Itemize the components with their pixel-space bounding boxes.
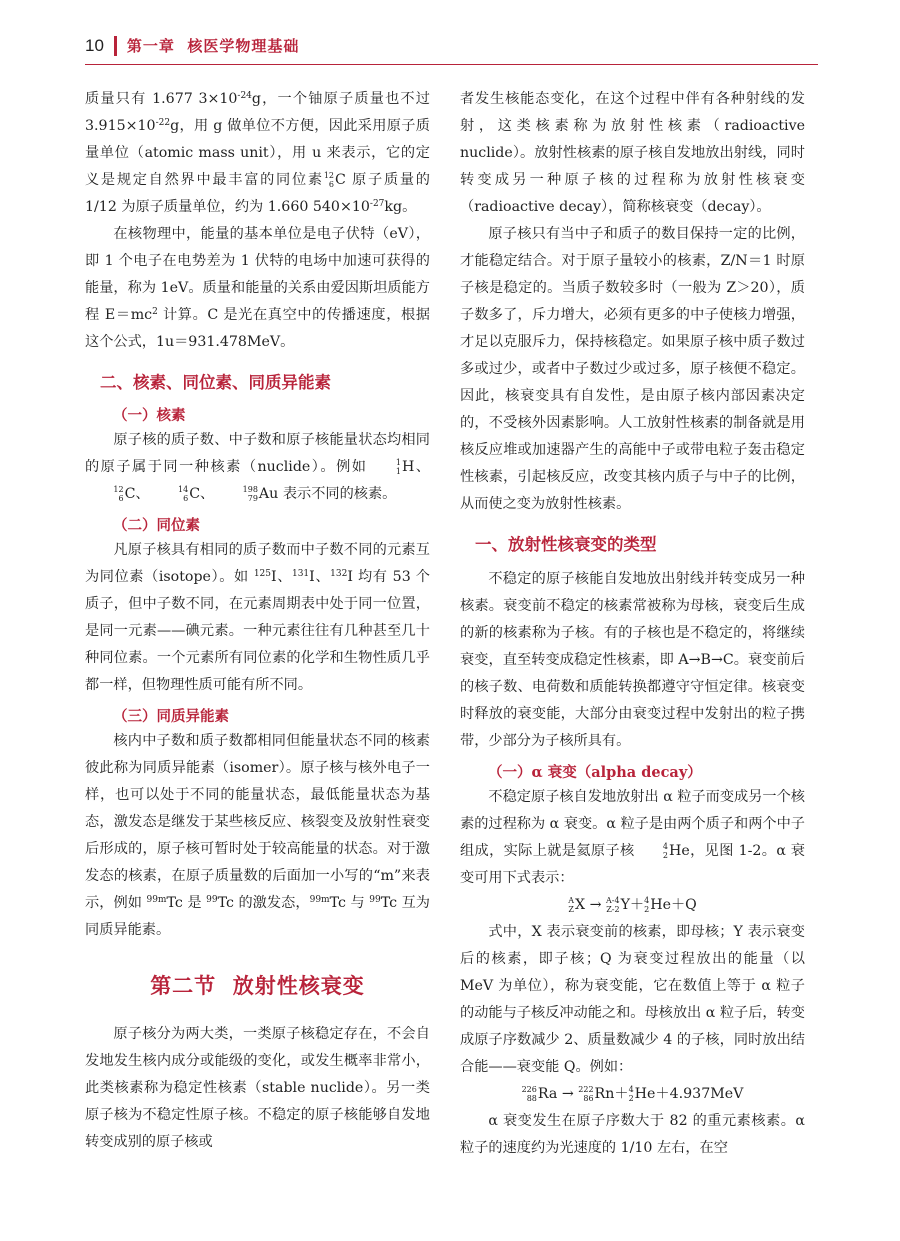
nuclide-notation: 226 88 bbox=[521, 1085, 537, 1103]
nuclide-notation: A Z bbox=[568, 896, 574, 914]
paragraph-stability: 原子核只有当中子和质子的数目保持一定的比例，才能稳定结合。对于原子量较小的核素，Z/N＝1 时原子核是稳定的。当质子数较多时（一般为 Z＞20），质子数多了，斥力增大，必须有更多的中子使核力增强，才足以克服斥力，保持核稳定。如果原子核中质子数过多或过少，或者中子数过少或过多，原子核便不稳定。因此，核衰变具有自发性，是由原子核内部因素决定的，不受核外因素影响。人工放射性核素的制备就是用核反应堆或加速器产生的高能中子或带电粒子轰击稳定性核素，引起核反应，改变其核内质子与中子的比例，从而使之变为放射性核素。 bbox=[460, 226, 805, 512]
nuclide-notation: 222 86 bbox=[578, 1085, 594, 1103]
heading-nuclide: （一）核素 bbox=[113, 407, 186, 424]
paragraph-equation-explanation: 式中，X 表示衰变前的核素，即母核；Y 表示衰变后的核素，即子核；Q 为衰变过程放出的能量（以 MeV 为单位），称为衰变能，它在数值上等于 α 粒子的动能与子核反冲动能之和。母核放出 α 粒子后，转变成原子序数减少 2、质量数减少 4 的子核，同时放出结合能——衰变能 Q。例如： bbox=[460, 924, 805, 1075]
heading-isotope: （二）同位素 bbox=[113, 517, 200, 534]
heading-decay-types: 一、放射性核衰变的类型 bbox=[475, 535, 657, 554]
paragraph-alpha-decay: 不稳定原子核自发地放射出 α 粒子而变成另一个核素的过程称为 α 衰变。α 粒子是由两个质子和两个中子组成，实际上就是氦原子核 4 2 He，见图 1-2。α 衰变可用下式表示： bbox=[460, 789, 805, 886]
paragraph-electron-volt: 在核物理中，能量的基本单位是电子伏特（eV），即 1 个电子在电势差为 1 伏特的电场中加速可获得的能量，称为 1eV。质量和能量的关系由爱因斯坦质能方程 $E=mc^2$ 计算。C 是光在真空中的传播速度，根据这个公式，1u＝931.478MeV。 bbox=[85, 226, 430, 350]
paragraph-nucleus-types: 原子核分为两大类，一类原子核稳定存在，不会自发地发生核内成分或能级的变化，或发生概率非常小，此类核素称为稳定性核素（stable nuclide）。另一类原子核为不稳定性原子核。不稳定的原子核能够自发地转变成别的原子核或 bbox=[85, 1026, 430, 1150]
alpha-decay-equation: A Z X → A-4 Z-2 Y＋ 4 2 He＋Q bbox=[568, 896, 697, 914]
paragraph-decay-intro: 不稳定的原子核能自发地放出射线并转变成另一种核素。衰变前不稳定的核素常被称为母核，衰变后生成的新的核素称为子核。有的子核也是不稳定的，将继续衰变，直至转变成稳定性核素，即 A→B→C。衰变前后的核子数、电荷数和质能转换都遵守守恒定律。核衰变时释放的衰变能，大部分由衰变过程中发射出的粒子携带，少部分为子核所具有。 bbox=[460, 571, 805, 749]
paragraph-mass-unit: 质量只有 1.677 $3\times 10^{-24}g$，一个铀原子质量也不过$3.915\times 10^{-22}g$，用 g 做单位不方便，因此采用原子质量单位（atomic mass unit），用 u 来表示，它的定义是规定自然界中最丰富的同位素 12 6 C 原子质量的 1/12 为原子质量单位，约为 1.660 $540\times 10^{-27}kg$。 bbox=[85, 91, 430, 215]
running-header bbox=[85, 35, 299, 56]
nuclide-notation: 4 2 bbox=[662, 842, 668, 860]
paragraph-nuclide: 原子核的质子数、中子数和原子核能量状态均相同的原子属于同一种核素（nuclide）。例如 1 1 H、 12 6 C、 14 6 C、 198 79 Au 表示不同的核素。 bbox=[85, 432, 430, 503]
section-title: 第二节 放射性核衰变 bbox=[150, 973, 365, 998]
chapter-title: 第一章 核医学物理基础 bbox=[126, 37, 300, 55]
nuclide-notation: 4 2 bbox=[644, 896, 650, 914]
heading-isomer: （三）同质异能素 bbox=[113, 708, 229, 725]
nuclide-notation: 1 1 bbox=[395, 458, 401, 476]
nuclide-notation: 4 2 bbox=[628, 1085, 634, 1103]
nuclide-notation: 12 6 bbox=[323, 171, 335, 189]
page-number: 10 bbox=[85, 35, 104, 55]
heading-nuclide-isotope: 二、核素、同位素、同质异能素 bbox=[100, 373, 331, 392]
paragraph-isomer: 核内中子数和质子数都相同但能量状态不同的核素彼此称为同质异能素（isomer）。原子核与核外电子一样，也可以处于不同的能量状态，最低能量状态为基态，激发态是继发于某些核反应、核裂变及放射性衰变后形成的，原子核可暂时处于较高能量的状态。对于激发态的核素，在原子质量数的后面加一小写的“m”来表示，例如 $^{99m}$Tc 是 $^{99}$Tc 的激发态，$^{99m}$Tc 与 $^{99}$Tc 互为同质异能素。 bbox=[85, 733, 430, 938]
heading-alpha-decay: （一）α 衰变（alpha decay） bbox=[488, 764, 702, 781]
right-column bbox=[460, 86, 805, 1162]
nuclide-notation: A-4 Z-2 bbox=[605, 896, 620, 914]
nuclide-notation: 198 79 bbox=[242, 485, 258, 503]
nuclide-notation: 14 6 bbox=[178, 485, 189, 503]
left-column bbox=[85, 86, 430, 1156]
header-rule bbox=[85, 64, 818, 65]
paragraph-radioactive-nuclide: 者发生核能态变化，在这个过程中伴有各种射线的发射，这类核素称为放射性核素（radioactive nuclide）。放射性核素的原子核自发地放出射线，同时转变成另一种原子核的过程称为放射性核衰变（radioactive decay），简称核衰变（decay）。 bbox=[460, 91, 805, 215]
paragraph-isotope: 凡原子核具有相同的质子数而中子数不同的元素互为同位素（isotope）。如 $^{125}$I、$^{131}$I、$^{132}$I 均有 53 个质子，但中子数不同，在元素周期表中处于同一位置，是同一元素——碘元素。一种元素往往有几种甚至几十种同位素。一个元素所有同位素的化学和生物性质几乎都一样，但物理性质可能有所不同。 bbox=[85, 542, 430, 693]
radium-decay-equation: 226 88 Ra → 222 86 Rn＋ 4 2 He＋4.937MeV bbox=[521, 1085, 744, 1103]
paragraph-alpha-properties: α 衰变发生在原子序数大于 82 的重元素核素。α 粒子的速度约为光速度的 1/10 左右，在空 bbox=[460, 1113, 805, 1156]
nuclide-notation: 12 6 bbox=[113, 485, 124, 503]
header-divider bbox=[114, 36, 117, 56]
